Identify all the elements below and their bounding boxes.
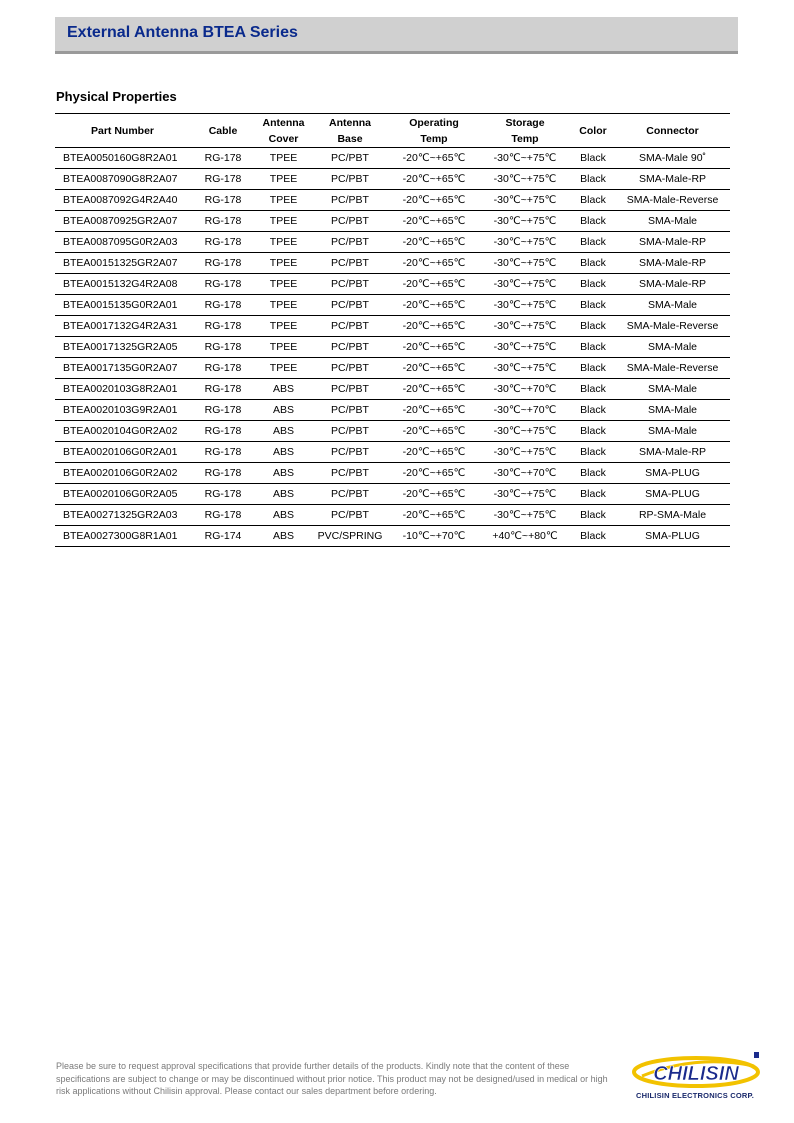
table-row xyxy=(55,337,730,358)
table-cell: RG-178 xyxy=(190,484,256,505)
table-cell: Black xyxy=(571,379,615,400)
table-cell: ABS xyxy=(256,484,311,505)
table-cell: BTEA0020103G8R2A01 xyxy=(55,379,190,400)
table-cell: RG-178 xyxy=(190,232,256,253)
table-cell: -30℃~+75℃ xyxy=(479,337,571,358)
svg-text:CHILISIN: CHILISIN xyxy=(653,1063,739,1085)
table-cell: ABS xyxy=(256,505,311,526)
section-title: Physical Properties xyxy=(56,89,177,104)
table-cell: RP-SMA-Male xyxy=(615,505,730,526)
table-cell: RG-178 xyxy=(190,379,256,400)
table-cell: SMA-Male-RP xyxy=(615,232,730,253)
column-header xyxy=(389,114,479,148)
table-cell: -20℃~+65℃ xyxy=(389,379,479,400)
table-cell: PC/PBT xyxy=(311,379,389,400)
table-cell: -30℃~+75℃ xyxy=(479,148,571,169)
table-cell: PC/PBT xyxy=(311,211,389,232)
table-cell: BTEA0020106G0R2A05 xyxy=(55,484,190,505)
table-cell: RG-178 xyxy=(190,169,256,190)
table-cell: -20℃~+65℃ xyxy=(389,274,479,295)
table-cell: -30℃~+75℃ xyxy=(479,358,571,379)
table-cell: BTEA00870925GR2A07 xyxy=(55,211,190,232)
column-header-line: Operating xyxy=(409,116,459,129)
table-cell: RG-178 xyxy=(190,421,256,442)
table-cell: -20℃~+65℃ xyxy=(389,211,479,232)
table-cell: -20℃~+65℃ xyxy=(389,148,479,169)
table-cell: SMA-Male-RP xyxy=(615,169,730,190)
column-header xyxy=(190,114,256,148)
table-cell: -20℃~+65℃ xyxy=(389,316,479,337)
table-header-row xyxy=(55,114,730,148)
table-cell: PC/PBT xyxy=(311,274,389,295)
table-cell: SMA-PLUG xyxy=(615,526,730,547)
table-header xyxy=(55,114,730,148)
table-cell: BTEA00151325GR2A07 xyxy=(55,253,190,274)
table-cell: -30℃~+70℃ xyxy=(479,400,571,421)
table-cell: Black xyxy=(571,211,615,232)
table-cell: Black xyxy=(571,484,615,505)
table-cell: -30℃~+70℃ xyxy=(479,379,571,400)
table-cell: BTEA0027300G8R1A01 xyxy=(55,526,190,547)
table-cell: BTEA0087090G8R2A07 xyxy=(55,169,190,190)
table-cell: SMA-Male 90˚ xyxy=(615,148,730,169)
table-cell: -20℃~+65℃ xyxy=(389,295,479,316)
table-cell: ABS xyxy=(256,526,311,547)
column-header xyxy=(479,114,571,148)
table-cell: SMA-Male xyxy=(615,211,730,232)
table-cell: Black xyxy=(571,295,615,316)
table-cell: TPEE xyxy=(256,295,311,316)
table-cell: -20℃~+65℃ xyxy=(389,337,479,358)
table-cell: SMA-Male xyxy=(615,337,730,358)
table-cell: +40℃~+80℃ xyxy=(479,526,571,547)
table-cell: Black xyxy=(571,148,615,169)
table-cell: BTEA0015132G4R2A08 xyxy=(55,274,190,295)
table-cell: SMA-Male-Reverse xyxy=(615,358,730,379)
table-cell: ABS xyxy=(256,442,311,463)
table-cell: Black xyxy=(571,337,615,358)
column-header xyxy=(55,114,190,148)
table-body xyxy=(55,148,730,547)
table-cell: -20℃~+65℃ xyxy=(389,253,479,274)
table-cell: PC/PBT xyxy=(311,169,389,190)
table-cell: SMA-Male xyxy=(615,421,730,442)
table-cell: -20℃~+65℃ xyxy=(389,421,479,442)
table-cell: BTEA00271325GR2A03 xyxy=(55,505,190,526)
table-cell: BTEA0015135G0R2A01 xyxy=(55,295,190,316)
column-header-line: Connector xyxy=(646,124,699,137)
table-cell: TPEE xyxy=(256,274,311,295)
table-cell: Black xyxy=(571,253,615,274)
table-cell: RG-178 xyxy=(190,148,256,169)
column-header-line: Temp xyxy=(511,132,539,145)
properties-table xyxy=(55,113,730,547)
table-cell: RG-178 xyxy=(190,463,256,484)
column-header-line: Antenna xyxy=(329,116,371,129)
logo-corp-name: CHILISIN ELECTRONICS CORP. xyxy=(636,1091,754,1100)
table-cell: RG-178 xyxy=(190,442,256,463)
table-cell: ABS xyxy=(256,379,311,400)
table-cell: PC/PBT xyxy=(311,232,389,253)
table-cell: TPEE xyxy=(256,358,311,379)
table-cell: -30℃~+75℃ xyxy=(479,442,571,463)
table-cell: TPEE xyxy=(256,316,311,337)
table-cell: SMA-Male xyxy=(615,379,730,400)
column-header xyxy=(615,114,730,148)
table-row xyxy=(55,295,730,316)
table-cell: SMA-PLUG xyxy=(615,484,730,505)
table-cell: -20℃~+65℃ xyxy=(389,463,479,484)
table-cell: PC/PBT xyxy=(311,316,389,337)
table-cell: BTEA0020106G0R2A02 xyxy=(55,463,190,484)
table-row xyxy=(55,442,730,463)
table-cell: PC/PBT xyxy=(311,484,389,505)
table-cell: SMA-Male xyxy=(615,295,730,316)
table-cell: RG-178 xyxy=(190,274,256,295)
table-cell: ABS xyxy=(256,421,311,442)
table-row xyxy=(55,190,730,211)
column-header xyxy=(571,114,615,148)
table-cell: Black xyxy=(571,442,615,463)
column-header-line: Part Number xyxy=(90,124,154,137)
table-cell: BTEA0017135G0R2A07 xyxy=(55,358,190,379)
table-cell: -30℃~+75℃ xyxy=(479,421,571,442)
table-cell: SMA-PLUG xyxy=(615,463,730,484)
table-cell: PC/PBT xyxy=(311,463,389,484)
table-cell: SMA-Male-RP xyxy=(615,274,730,295)
table-cell: Black xyxy=(571,526,615,547)
table-cell: TPEE xyxy=(256,169,311,190)
table-cell: Black xyxy=(571,463,615,484)
table-cell: -20℃~+65℃ xyxy=(389,358,479,379)
table-cell: RG-178 xyxy=(190,400,256,421)
table-cell: Black xyxy=(571,169,615,190)
table-cell: RG-178 xyxy=(190,295,256,316)
table-cell: -30℃~+75℃ xyxy=(479,295,571,316)
table-cell: BTEA0020104G0R2A02 xyxy=(55,421,190,442)
table-row xyxy=(55,169,730,190)
table-cell: -30℃~+75℃ xyxy=(479,316,571,337)
table-row xyxy=(55,148,730,169)
table-cell: PC/PBT xyxy=(311,148,389,169)
table-cell: -30℃~+75℃ xyxy=(479,190,571,211)
column-header-line: Base xyxy=(337,132,363,145)
table-cell: BTEA00171325GR2A05 xyxy=(55,337,190,358)
header-bar xyxy=(55,17,738,54)
table-row xyxy=(55,463,730,484)
table-cell: RG-174 xyxy=(190,526,256,547)
table-cell: TPEE xyxy=(256,190,311,211)
table-cell: PC/PBT xyxy=(311,421,389,442)
table-cell: TPEE xyxy=(256,253,311,274)
table-cell: BTEA0020106G0R2A01 xyxy=(55,442,190,463)
table-cell: RG-178 xyxy=(190,253,256,274)
table-cell: -20℃~+65℃ xyxy=(389,484,479,505)
table-cell: -20℃~+65℃ xyxy=(389,232,479,253)
table-cell: Black xyxy=(571,232,615,253)
column-header-line: Antenna xyxy=(262,116,305,129)
table-cell: Black xyxy=(571,421,615,442)
table-cell: -30℃~+75℃ xyxy=(479,274,571,295)
column-header xyxy=(311,114,389,148)
table-row xyxy=(55,400,730,421)
table-cell: TPEE xyxy=(256,148,311,169)
table-row xyxy=(55,274,730,295)
table-cell: -30℃~+75℃ xyxy=(479,505,571,526)
table-cell: -20℃~+65℃ xyxy=(389,190,479,211)
table-cell: SMA-Male xyxy=(615,400,730,421)
column-header-line: Cover xyxy=(268,132,299,145)
table-cell: Black xyxy=(571,505,615,526)
table-cell: PC/PBT xyxy=(311,295,389,316)
table-cell: SMA-Male-Reverse xyxy=(615,316,730,337)
table-cell: -20℃~+65℃ xyxy=(389,442,479,463)
table-cell: PC/PBT xyxy=(311,358,389,379)
table-cell: -30℃~+75℃ xyxy=(479,232,571,253)
table-cell: Black xyxy=(571,274,615,295)
table-cell: RG-178 xyxy=(190,316,256,337)
table-cell: TPEE xyxy=(256,232,311,253)
table-row xyxy=(55,484,730,505)
table-row xyxy=(55,505,730,526)
table-row xyxy=(55,253,730,274)
column-header xyxy=(256,114,311,148)
table-cell: SMA-Male-Reverse xyxy=(615,190,730,211)
page-title: External Antenna BTEA Series xyxy=(67,24,298,41)
table-cell: SMA-Male-RP xyxy=(615,253,730,274)
table-cell: BTEA0087095G0R2A03 xyxy=(55,232,190,253)
table-cell: RG-178 xyxy=(190,211,256,232)
table-cell: BTEA0017132G4R2A31 xyxy=(55,316,190,337)
table-cell: PC/PBT xyxy=(311,505,389,526)
column-header-line: Temp xyxy=(420,132,448,145)
table-cell: PC/PBT xyxy=(311,253,389,274)
table-cell: RG-178 xyxy=(190,505,256,526)
table-row xyxy=(55,211,730,232)
table-cell: RG-178 xyxy=(190,337,256,358)
table-cell: RG-178 xyxy=(190,358,256,379)
table-cell: -30℃~+70℃ xyxy=(479,463,571,484)
table-cell: -30℃~+75℃ xyxy=(479,169,571,190)
table-row xyxy=(55,232,730,253)
table-cell: PC/PBT xyxy=(311,442,389,463)
table-cell: -20℃~+65℃ xyxy=(389,505,479,526)
table-cell: -20℃~+65℃ xyxy=(389,400,479,421)
table-cell: BTEA0050160G8R2A01 xyxy=(55,148,190,169)
table-row xyxy=(55,316,730,337)
table-row xyxy=(55,526,730,547)
table-cell: SMA-Male-RP xyxy=(615,442,730,463)
table-cell: -10℃~+70℃ xyxy=(389,526,479,547)
table-cell: TPEE xyxy=(256,211,311,232)
table-cell: PC/PBT xyxy=(311,400,389,421)
column-header-line: Color xyxy=(579,124,607,137)
table-cell: -30℃~+75℃ xyxy=(479,211,571,232)
table-cell: -20℃~+65℃ xyxy=(389,169,479,190)
table-row xyxy=(55,379,730,400)
table-cell: RG-178 xyxy=(190,190,256,211)
table-cell: PVC/SPRING xyxy=(311,526,389,547)
table-cell: Black xyxy=(571,358,615,379)
table-cell: BTEA0020103G9R2A01 xyxy=(55,400,190,421)
table-cell: PC/PBT xyxy=(311,190,389,211)
footer-disclaimer: Please be sure to request approval specifications that provide further details of the products. Kindly note that the content of these specifications are subject to change or may be discontinued without prior notice. This product may not be designed/used in medical or high risk applications without Chilisin approval. Please contact our sales department before ordering. xyxy=(56,1061,608,1096)
table-row xyxy=(55,421,730,442)
column-header-line: Storage xyxy=(505,116,545,129)
table-cell: -30℃~+75℃ xyxy=(479,484,571,505)
column-header-line: Cable xyxy=(208,124,238,137)
table-cell: PC/PBT xyxy=(311,337,389,358)
table-cell: ABS xyxy=(256,400,311,421)
table-cell: TPEE xyxy=(256,337,311,358)
table-cell: ABS xyxy=(256,463,311,484)
table-row xyxy=(55,358,730,379)
table-cell: Black xyxy=(571,400,615,421)
table-cell: BTEA0087092G4R2A40 xyxy=(55,190,190,211)
table-cell: Black xyxy=(571,190,615,211)
table-cell: Black xyxy=(571,316,615,337)
table-cell: -30℃~+75℃ xyxy=(479,253,571,274)
